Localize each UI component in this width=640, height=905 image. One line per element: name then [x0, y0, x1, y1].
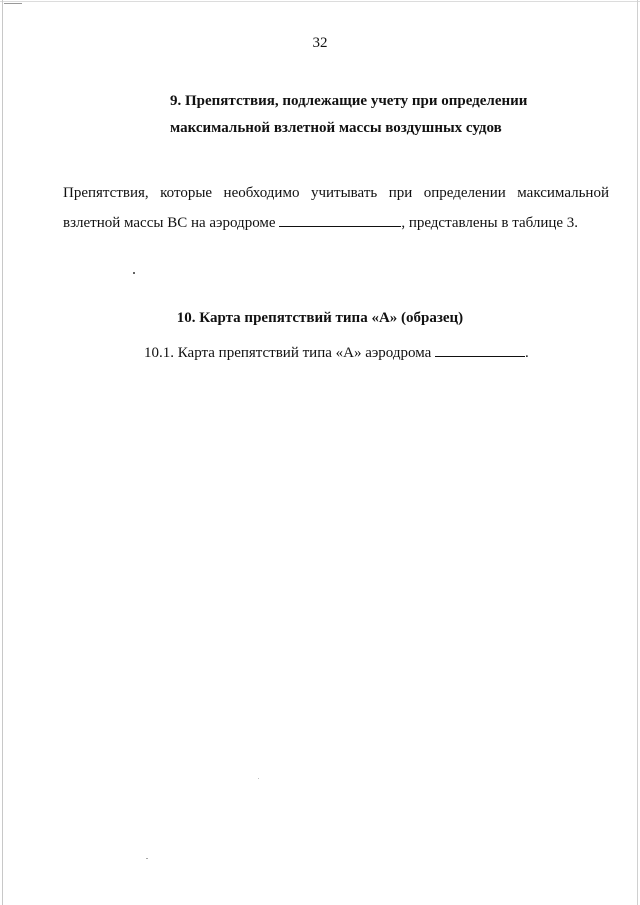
paragraph-line2-start: взлетной массы ВС на аэродроме: [63, 215, 280, 231]
section-9-heading-line1: 9. Препятствия, подлежащие учету при определении: [170, 93, 528, 109]
section-9-heading: [170, 88, 600, 142]
scan-edge-left: [2, 0, 3, 905]
obstacles-paragraph: [63, 178, 609, 238]
aerodrome-name-blank: [279, 212, 401, 227]
scan-speck: [133, 272, 135, 274]
paragraph-line2-end: , представлены в таблице 3.: [401, 215, 579, 231]
item-10-1: [144, 342, 594, 362]
page-number: 32: [312, 35, 328, 51]
item-10-1-end: .: [525, 345, 529, 361]
paragraph-line2: [63, 208, 609, 238]
aerodrome-blank-10-1: [435, 342, 525, 357]
scan-corner-mark: [4, 3, 22, 4]
item-10-1-text: 10.1. Карта препятствий типа «А» аэродрома: [144, 345, 436, 361]
paragraph-line1: Препятствия, которые необходимо учитывать при определении максимальной: [63, 185, 609, 201]
scan-speck: [258, 778, 259, 779]
scan-edge-top: [0, 1, 640, 2]
section-10-heading: 10. Карта препятствий типа «А» (образец): [176, 310, 464, 326]
section-9-heading-line2: максимальной взлетной массы воздушных судов: [170, 120, 502, 136]
scan-speck: [146, 858, 148, 859]
scan-edge-right: [637, 0, 638, 905]
